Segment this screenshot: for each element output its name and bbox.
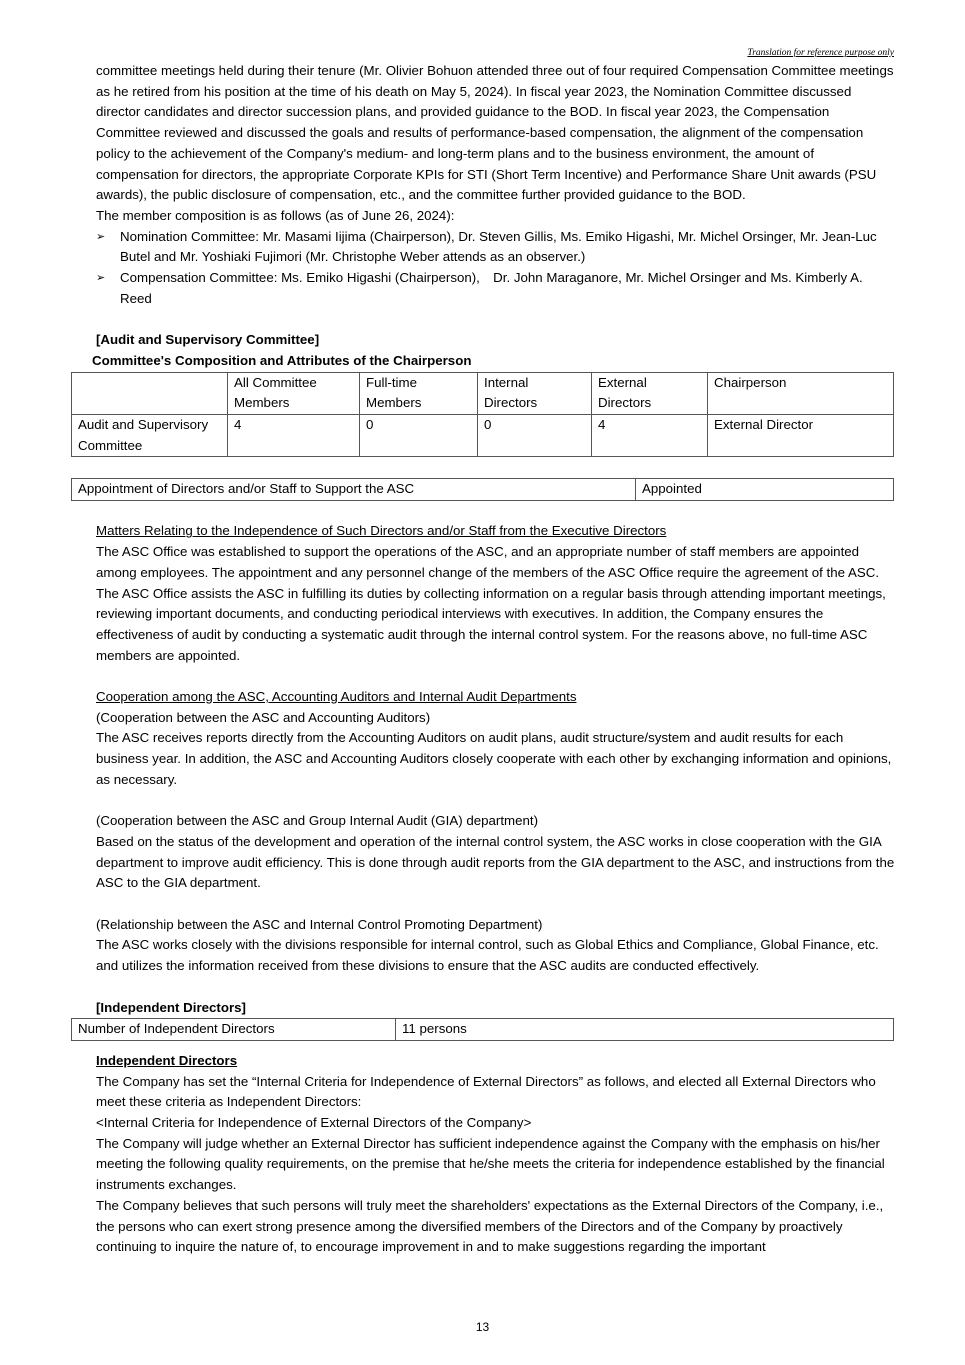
committee-list (96, 227, 896, 310)
cooperation-subheading: (Cooperation between the ASC and Group Internal Audit (GIA) department) (96, 813, 539, 829)
translation-note: Translation for reference purpose only (747, 48, 894, 58)
cooperation-title: Cooperation among the ASC, Accounting Auditors and Internal Audit Departments (96, 689, 577, 705)
independence-paragraph: The ASC Office assists the ASC in fulfilling its duties by collecting information on a regular basis through attending important meetings, reviewing important documents, and conducting periodical interviews with executives. In addition, the Company ensures the effectiveness of audit by conducting a systematic audit through the internal control system. For the reasons above, no full-time ASC members are appointed. (96, 585, 886, 663)
asc-composition-table (71, 372, 894, 458)
asc-appointment-table (71, 478, 894, 501)
table-row (72, 1019, 894, 1041)
intro-paragraph: committee meetings held during their tenure (Mr. Olivier Bohuon attended three out of four required Compensation Committee meetings as he retired from his position at the time of his death on May 5, 2024). In fiscal year 2023, the Nomination Committee discussed director candidates and director succession plans, and provided guidance to the BOD. In fiscal year 2023, the Compensation Committee reviewed and discussed the goals and results of performance-based compensation, the alignment of the compensation policy to the achievement of the Company's medium- and long-term plans and to the business environment, the amount of compensation for directors, the appropriate Corporate KPIs for STI (Short Term Incentive) and Performance Share Unit awards (PSU awards), the public disclosure of compensation, etc., and the committee further provided guidance to the BOD. (96, 63, 894, 203)
table-header-cell: External Directors (592, 372, 708, 414)
independent-criteria-title: <Internal Criteria for Independence of External Directors of the Company> (96, 1115, 532, 1131)
cooperation-paragraph: The ASC works closely with the divisions responsible for internal control, such as Global Ethics and Compliance, Global Finance, etc. and utilizes the information received from these divisions to ensure that the ASC audits are conducted effectively. (96, 937, 879, 974)
page-number: 13 (475, 1320, 490, 1334)
independent-count-table (71, 1018, 894, 1041)
independent-paragraph: The Company believes that such persons will truly meet the shareholders' expectations as the External Directors of the Company, i.e., the persons who can exert strong presence among the diversified members of the Directors and of the Company by proactively continuing to inquire the nature of, to encourage improvement in and to make suggestions regarding the important (96, 1197, 884, 1255)
table-cell: Appointed (636, 479, 894, 501)
cooperation-subheading: (Relationship between the ASC and Internal Control Promoting Department) (96, 916, 543, 932)
cooperation-paragraph: Based on the status of the development and operation of the internal control system, the ASC works in close cooperation with the GIA department to improve audit efficiency. This is done through audit reports from the GIA department to the ASC, and instructions from the ASC to the GIA department. (96, 833, 895, 891)
table-header-cell: Full-time Members (360, 372, 478, 414)
table-row (72, 372, 894, 414)
table-cell: 4 (592, 414, 708, 456)
arrow-bullet-icon: ➢ (96, 229, 106, 243)
independence-paragraph: The ASC Office was established to support the operations of the ASC, and an appropriate number of staff members are appointed among employees. The appointment and any personnel change of the members of the ASC Office require the agreement of the ASC. (96, 544, 880, 580)
page-content (78, 61, 896, 1258)
table-cell: 4 (228, 414, 360, 456)
table-cell: 0 (360, 414, 478, 456)
cooperation-paragraph: The ASC receives reports directly from the Accounting Auditors on audit plans, audit structure/system and audit results for each business year. In addition, the ASC and Accounting Auditors closely cooperate with each other by exchanging information and opinions, as necessary. (96, 730, 892, 787)
independent-paragraph: The Company has set the “Internal Criteria for Independence of External Directors” as follows, and elected all External Directors who meet these criteria as Independent Directors: (96, 1073, 876, 1110)
table-header-cell: All Committee Members (228, 372, 360, 414)
independent-heading: [Independent Directors] (96, 999, 246, 1015)
table-cell: 0 (478, 414, 592, 456)
table-header-cell (72, 372, 228, 414)
list-item-text: Nomination Committee: Mr. Masami Iijima (Chairperson), Dr. Steven Gillis, Ms. Emiko Higashi, Mr. Michel Orsinger, Mr. Jean-Luc Butel and Mr. Yoshiaki Fujimori (Mr. Christophe Weber attends as an observer.) (120, 228, 877, 265)
asc-table-title: Committee's Composition and Attributes of the Chairperson (92, 352, 472, 368)
list-item (96, 268, 896, 309)
table-cell: 11 persons (396, 1019, 894, 1041)
table-cell: Appointment of Directors and/or Staff to Support the ASC (72, 479, 636, 501)
asc-heading: [Audit and Supervisory Committee] (96, 332, 320, 348)
table-header-cell: Internal Directors (478, 372, 592, 414)
table-cell: External Director (708, 414, 894, 456)
table-row (72, 414, 894, 456)
independence-title: Matters Relating to the Independence of Such Directors and/or Staff from the Executive Directors (96, 523, 667, 539)
table-header-cell: Chairperson (708, 372, 894, 414)
independent-title: Independent Directors (96, 1052, 238, 1068)
cooperation-subheading: (Cooperation between the ASC and Accounting Auditors) (96, 709, 431, 725)
table-cell: Number of Independent Directors (72, 1019, 396, 1041)
composition-intro: The member composition is as follows (as of June 26, 2024): (96, 207, 455, 223)
table-row (72, 479, 894, 501)
table-cell: Audit and Supervisory Committee (72, 414, 228, 456)
list-item-text: Compensation Committee: Ms. Emiko Higashi (Chairperson), Dr. John Maraganore, Mr. Michel Orsinger and Ms. Kimberly A. Reed (120, 270, 863, 306)
independent-paragraph: The Company will judge whether an External Director has sufficient independence against the Company with the emphasis on his/her meeting the following quality requirements, on the premise that he/she meets the criteria for independence established by the financial instruments exchanges. (96, 1135, 885, 1193)
list-item (96, 227, 896, 268)
arrow-bullet-icon: ➢ (96, 271, 106, 285)
